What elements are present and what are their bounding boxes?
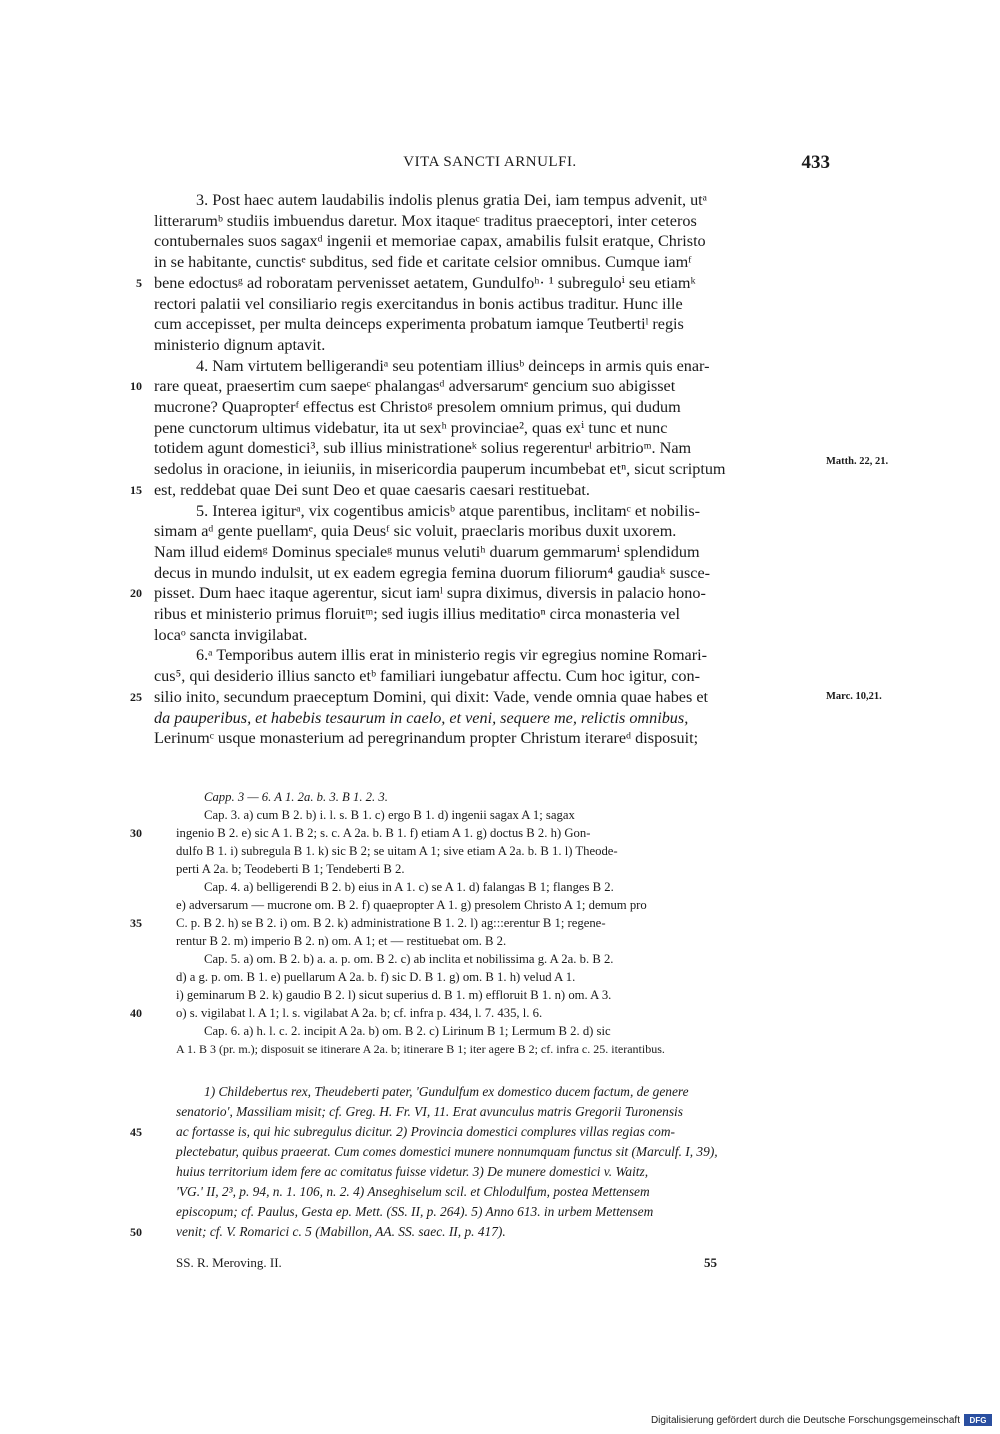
main-text bbox=[130, 190, 889, 749]
footnote-line: senatorio', Massiliam misit; cf. Greg. H. Fr. VI, 11. Erat avunculus matris Gregorii Turonensis bbox=[176, 1104, 683, 1119]
text-line-wrap bbox=[130, 583, 818, 604]
text-line: 6.ᵃ Temporibus autem illis erat in ministerio regis vir egregius nomine Romari- bbox=[196, 646, 708, 665]
text-line: ribus et ministerio primus floruitᵐ; sed iugis illius meditatioⁿ circa monasteria vel bbox=[154, 605, 680, 624]
text-line: pene cunctorum ultimus videbatur, ita ut sexʰ provinciae², quas exⁱ tunc et nunc bbox=[154, 418, 668, 437]
text-line: rare queat, praesertim cum saepeᶜ phalangasᵈ adversarumᵉ gencium suo abigisset bbox=[154, 377, 676, 396]
signature-mark: 55 bbox=[704, 1255, 717, 1270]
apparatus-line: rentur B 2. m) imperio B 2. n) om. A 1; et — restituebat om. B 2. bbox=[176, 934, 507, 948]
apparatus-line: e) adversarum — mucrone om. B 2. f) quaepropter A 1. g) presolem Christo A 1; demum pro bbox=[176, 898, 647, 912]
apparatus-line: dulfo B 1. i) subregula B 1. k) sic B 2; se uitam A 1; sive etiam A 2a. b. B 1. l) Theode- bbox=[176, 844, 618, 858]
digitization-credit bbox=[651, 1414, 992, 1426]
text-line: 5. Interea igiturᵃ, vix cogentibus amicisᵇ atque parentibus, inclitamᶜ et nobilis- bbox=[196, 501, 701, 520]
footnote-line-wrap bbox=[130, 1222, 818, 1242]
text-line: Nam illud eidemᵍ Dominus specialeᵍ munus velutiʰ duarum gemmarumⁱ splendidum bbox=[154, 542, 700, 561]
series-footer: SS. R. Meroving. II. bbox=[176, 1255, 282, 1270]
critical-apparatus bbox=[130, 788, 818, 1058]
apparatus-line: A 1. B 3 (pr. m.); disposuit se itinerare A 2a. b; itinerare B 1; iter agere B 2; cf. infra c. 25. iterantibus. bbox=[176, 1042, 665, 1056]
running-head bbox=[150, 154, 830, 178]
apparatus-line: o) s. vigilabat l. A 1; l. s. vigilabat A 2a. b; cf. infra p. 434, l. 7. 435, l. 6. bbox=[176, 1006, 543, 1020]
text-line: cus⁵, qui desiderio illius sancto etᵇ familiari iungebatur affectu. Cum hoc igitur, con- bbox=[154, 667, 701, 686]
text-line: bene edoctusᵍ ad roboratam pervenisset aetatem, Gundulfoʰ· ¹ subreguloⁱ seu etiamᵏ bbox=[154, 273, 696, 292]
footnote-line: 1) Childebertus rex, Theudeberti pater, 'Gundulfum ex domestico ducem factum, de genere bbox=[204, 1084, 689, 1099]
text-line: silio inito, secundum praeceptum Domini, qui dixit: Vade, vende omnia quae habes et bbox=[154, 687, 709, 706]
apparatus-line: i) geminarum B 2. k) gaudio B 2. l) sicut superius d. B 1. m) effloruit B 1. n) om. A 3. bbox=[176, 988, 612, 1002]
running-title: VITA SANCTI ARNULFI. bbox=[403, 154, 577, 170]
apparatus-line: ingenio B 2. e) sic A 1. B 2; s. c. A 2a. b. B 1. f) etiam A 1. g) doctus B 2. h) Gon- bbox=[176, 826, 591, 840]
text-line: 4. Nam virtutem belligerandiᵃ seu potentiam illiusᵇ deinceps in armis quis enar- bbox=[196, 356, 710, 375]
line-number: 20 bbox=[130, 586, 142, 601]
line-number: 5 bbox=[136, 275, 142, 290]
apparatus-line: d) a g. p. om. B 1. e) puellarum A 2a. b. f) sic D. B 1. g) om. B 1. h) velud A 1. bbox=[176, 970, 576, 984]
text-line: contubernales suos sagaxᵈ ingenii et memoriae capax, amabilis fulsit eratque, Christo bbox=[154, 232, 706, 251]
footnote-line-wrap bbox=[130, 1122, 818, 1142]
text-line-wrap bbox=[130, 376, 818, 397]
text-line: sedolus in oracione, in ieiuniis, in misericordia pauperum incumbebat etⁿ, sicut scriptum bbox=[154, 460, 726, 479]
text-line: totidem agunt domestici³, sub illius ministrationeᵏ solius regerenturˡ arbitrioᵐ. Nam bbox=[154, 439, 692, 458]
line-number: 35 bbox=[130, 916, 142, 930]
text-line: rectori palatii vel consiliario regis exercitandus in bonis actibus traditur. Hunc ille bbox=[154, 294, 683, 313]
text-line: ministerio dignum aptavit. bbox=[154, 335, 326, 354]
text-line: litterarumᵇ studiis imbuendus daretur. Mox itaqueᶜ traditus praeceptori, inter ceteros bbox=[154, 211, 697, 230]
apparatus-line-wrap bbox=[130, 914, 818, 932]
apparatus-line: Capp. 3 — 6. A 1. 2a. b. 3. B 1. 2. 3. bbox=[204, 790, 388, 804]
dfg-logo: DFG bbox=[964, 1414, 992, 1426]
page-number: 433 bbox=[801, 152, 830, 173]
footnote-line: plectebatur, quibus praeerat. Cum comes domestici munere nonnumquam functus sit (Marculf. I, 39), bbox=[176, 1144, 718, 1159]
text-line-wrap bbox=[136, 273, 818, 294]
text-line: 3. Post haec autem laudabilis indolis plenus gratia Dei, iam tempus advenit, utᵃ bbox=[196, 191, 708, 209]
text-line: Lerinumᶜ usque monasterium ad peregrinandum propter Christum iterareᵈ disposuit; bbox=[154, 729, 699, 748]
text-line-wrap bbox=[130, 480, 818, 501]
line-number: 40 bbox=[130, 1006, 142, 1020]
line-number: 15 bbox=[130, 482, 142, 497]
text-line: in se habitante, cunctisᵉ subditus, sed fide et caritate celsior omnibus. Cumque iamᶠ bbox=[154, 253, 692, 272]
text-line-wrap bbox=[154, 456, 889, 480]
apparatus-line: Cap. 5. a) om. B 2. b) a. a. p. om. B 2. c) ab inclita et nobilissima g. A 2a. b. B 2. bbox=[204, 952, 614, 966]
text-line: da pauperibus, et habebis tesaurum in caelo, et veni, sequere me, relictis omnibus, bbox=[154, 708, 689, 727]
footnote-line: ac fortasse is, qui hic subregulus dicitur. 2) Provincia domestici complures villas regias com- bbox=[176, 1124, 675, 1139]
line-number: 45 bbox=[130, 1125, 142, 1139]
text-line: cum accepisset, per multa deinceps experimenta probatum iamque Teutbertiˡ regis bbox=[154, 315, 684, 334]
margin-reference: Marc. 10,21. bbox=[826, 690, 882, 702]
margin-reference: Matth. 22, 21. bbox=[826, 456, 889, 468]
apparatus-line: C. p. B 2. h) se B 2. i) om. B 2. k) administratione B 1. 2. l) ag:::erentur B 1; regene- bbox=[176, 916, 606, 930]
line-number: 50 bbox=[130, 1225, 142, 1239]
text-line: locaᵒ sancta invigilabat. bbox=[154, 625, 308, 644]
text-line: mucrone? Quapropterᶠ effectus est Christoᵍ presolem omnium primus, qui dudum bbox=[154, 398, 681, 417]
digitization-text: Digitalisierung gefördert durch die Deutsche Forschungsgemeinschaft bbox=[650, 1414, 960, 1426]
apparatus-line: Cap. 4. a) belligerendi B 2. b) eius in A 1. c) se A 1. d) falangas B 1; flanges B 2. bbox=[204, 880, 614, 894]
text-line: est, reddebat quae Dei sunt Deo et quae caesaris caesari restituebat. bbox=[154, 480, 590, 499]
text-line: pisset. Dum haec itaque agerentur, sicut iamˡ supra diximus, diversis in palacio hono- bbox=[154, 584, 706, 603]
apparatus-line: Cap. 6. a) h. l. c. 2. incipit A 2a. b) om. B 2. c) Lirinum B 1; Lermum B 2. d) sic bbox=[204, 1024, 611, 1038]
line-number: 30 bbox=[130, 826, 142, 840]
footnote-line: venit; cf. V. Romarici c. 5 (Mabillon, AA. SS. saec. II, p. 417). bbox=[176, 1224, 506, 1239]
line-number: 25 bbox=[130, 689, 142, 704]
footnotes bbox=[130, 1082, 818, 1242]
apparatus-line-wrap bbox=[130, 1004, 818, 1022]
text-line-wrap bbox=[130, 687, 882, 708]
footnote-line: episcopum; cf. Paulus, Gesta ep. Mett. (SS. II, p. 264). 5) Anno 613. in urbem Mettensem bbox=[176, 1204, 654, 1219]
text-line: decus in mundo indulsit, ut ex eadem egregia femina duorum filiorum⁴ gaudiaᵏ susce- bbox=[154, 563, 711, 582]
apparatus-line: Cap. 3. a) cum B 2. b) i. l. s. B 1. c) ergo B 1. d) ingenii sagax A 1; sagax bbox=[204, 808, 575, 822]
apparatus-line: perti A 2a. b; Teodeberti B 1; Tendeberti B 2. bbox=[176, 862, 405, 876]
line-number: 10 bbox=[130, 379, 142, 394]
text-line: simam aᵈ gente puellamᵉ, quia Deusᶠ sic voluit, praeclaris moribus duxit uxorem. bbox=[154, 522, 677, 541]
footnote-line: huius territorium idem fere ac comitatus fuisse videtur. 3) De munere domestici v. Waitz, bbox=[176, 1164, 649, 1179]
footnote-line: 'VG.' II, 2³, p. 94, n. 1. 106, n. 2. 4) Anseghiselum scil. et Chlodulfum, postea Mettensem bbox=[176, 1184, 650, 1199]
apparatus-line-wrap bbox=[130, 824, 818, 842]
